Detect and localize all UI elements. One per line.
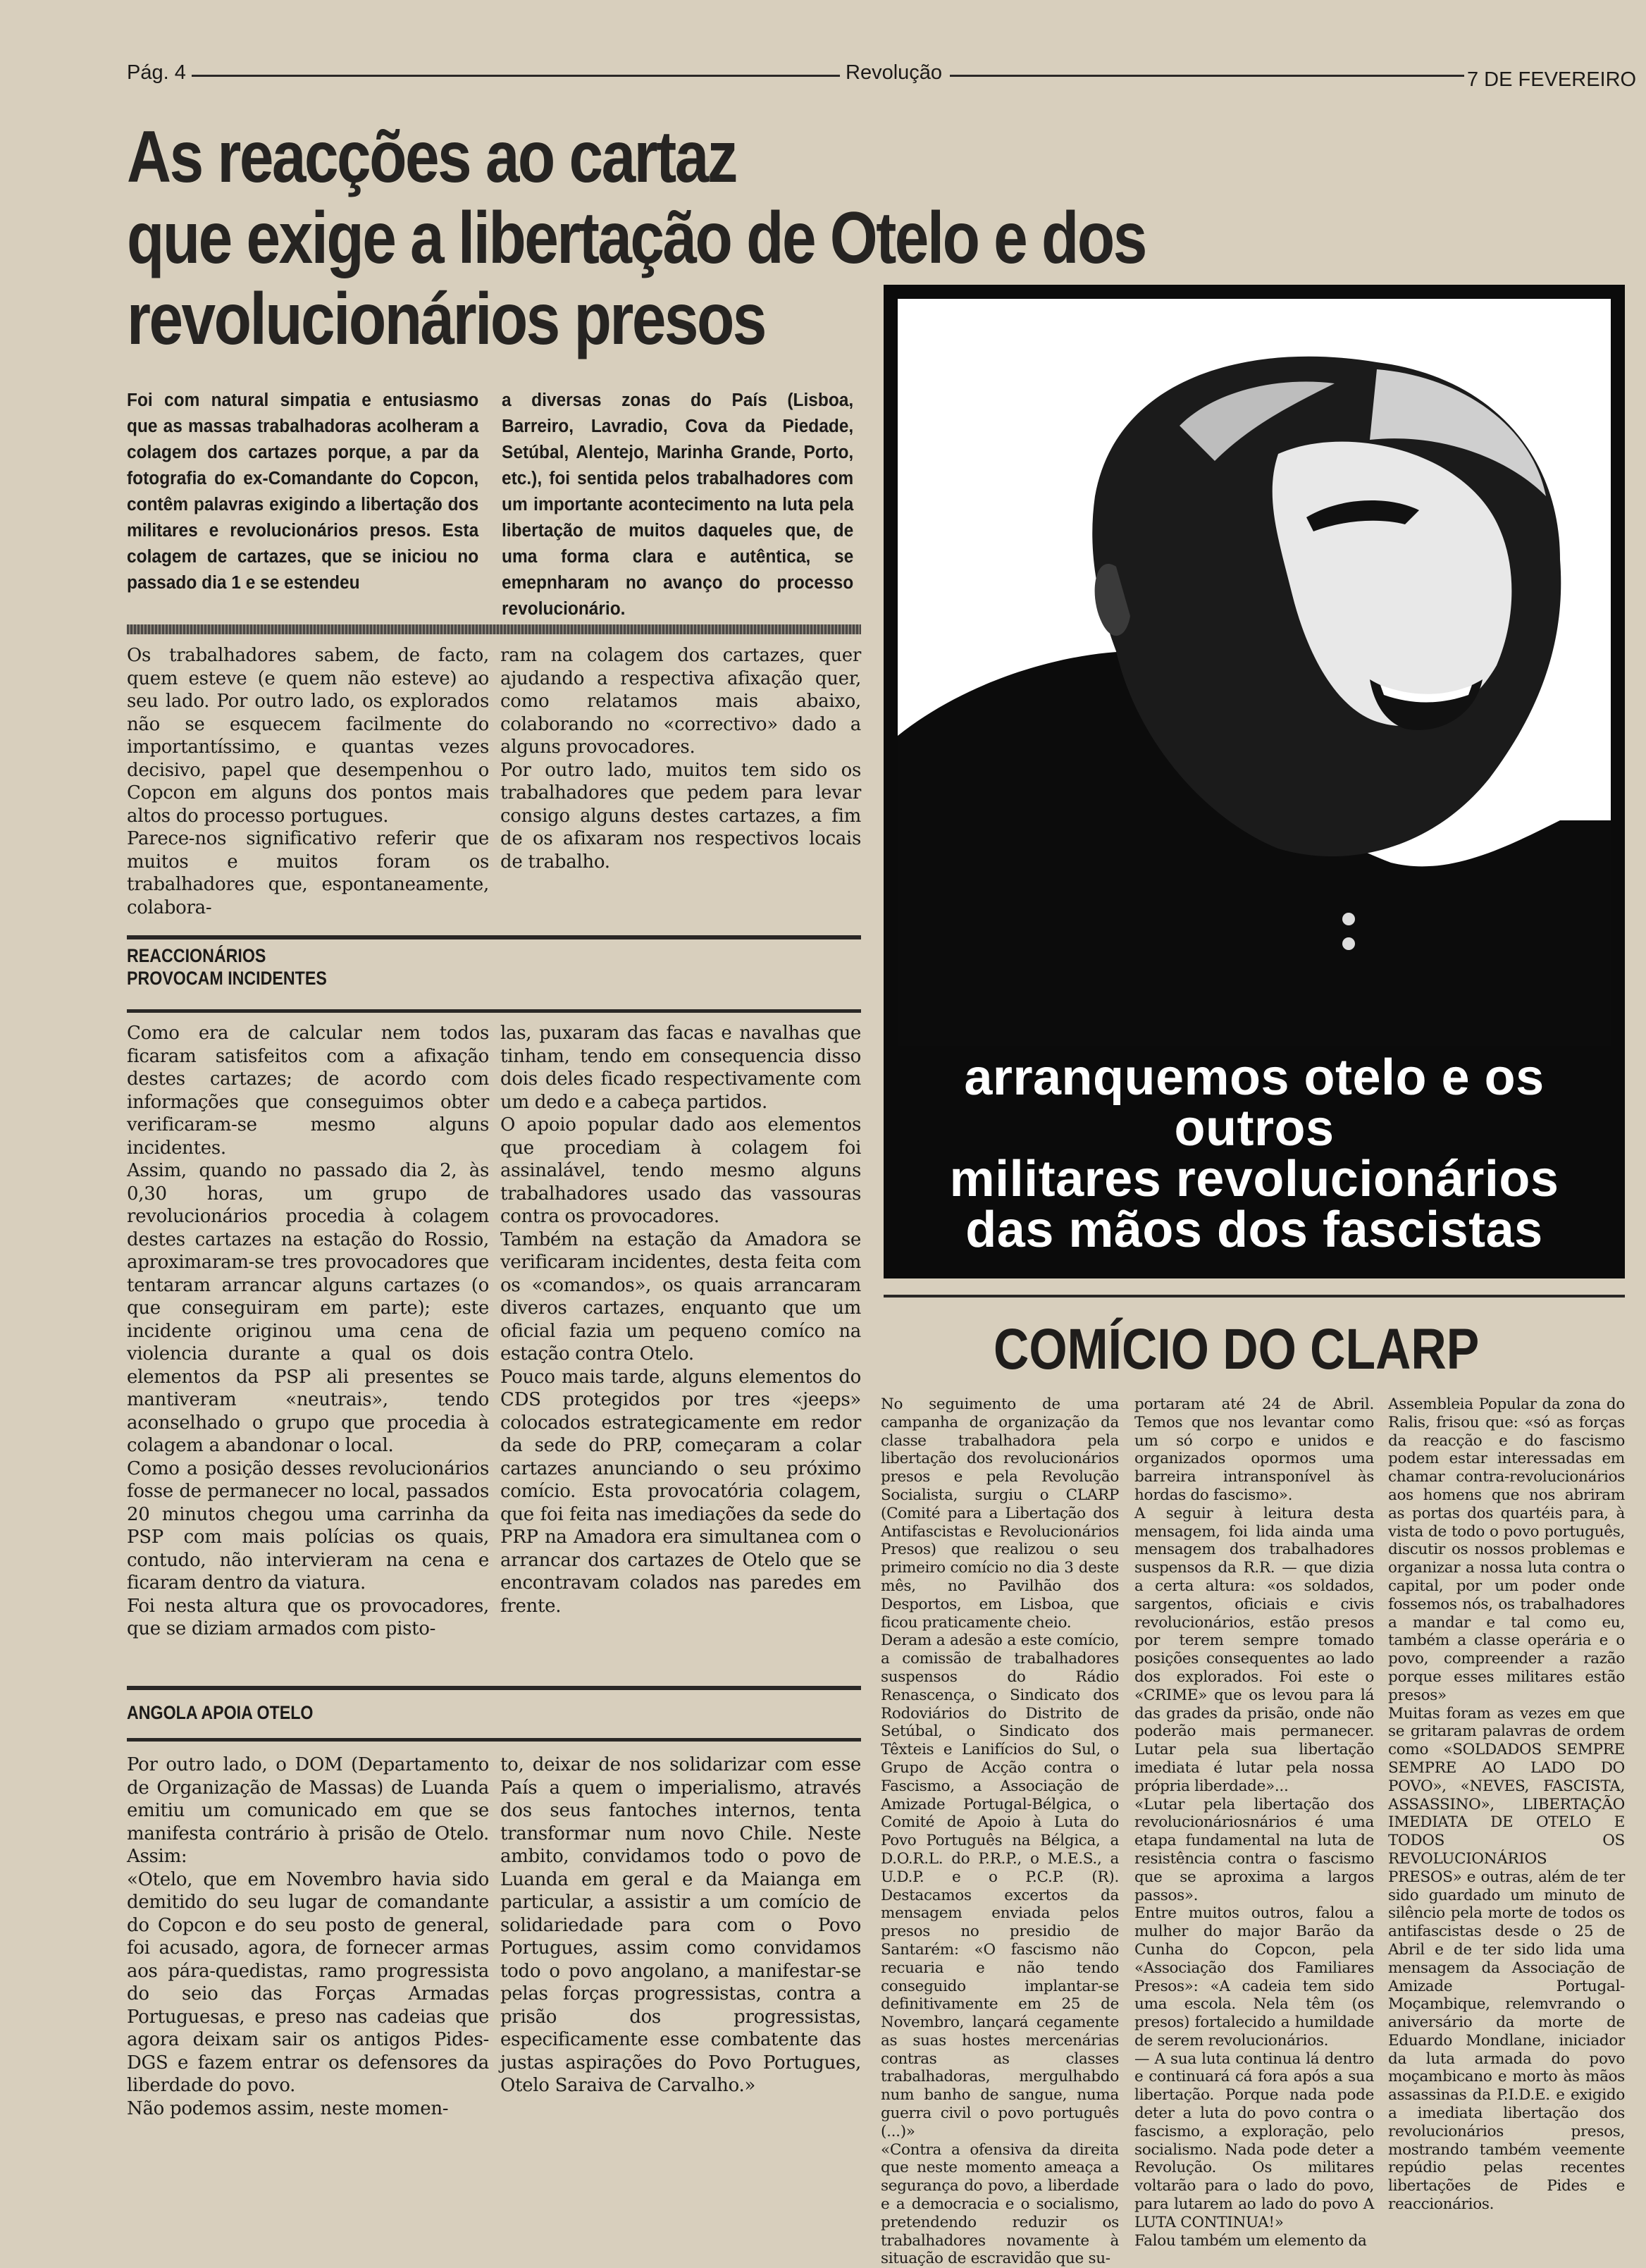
- section2-column-2: to, deixar de nos solidarizar com esse País a quem o imperialismo, através dos seus fantoches internos, tenta transformar num novo Chile. Neste ambito, convidamos todo o povo de Luanda em geral e da Maianga em particular, a assistir a um comício de solidariedade para com o Povo Portugues, assim como convidamos todo o povo angolano, a manifestar-se pelas forças progressistas, contra a prisão dos progressistas, especificamente esse combatente das justas aspirações do Povo Portugues, Otelo Saraiva de Carvalho.»: [500, 1754, 867, 2096]
- clarp-column-3: Assembleia Popular da zona do Ralis, frisou que: «só as forças da reacção e do fascismo podem estar interessadas em chamar contra-revolucionários aos homens que nos abriram as portas dos quartéis para, à vista de todo o povo português, discutir os nossos problemas e organizar a nossa luta contra o capital, por um poder onde fossemos nós, os trabalhadores a mandar e tal como eu, também a classe operária e o povo, compreender a razão porque esses militares estão presos» Muitas foram as vezes em que se gritaram palavras de ordem como «SOLDADOS SEMPRE SEMPRE AO LADO DO POVO», «NEVES, FASCISTA, ASSASSINO», LIBERTAÇÃO IMEDIATA DE OTELO E TODOS OS REVOLUCIONÁRIOS PRESOS» e outras, além de ter sido guardado um minuto de silêncio pela morte de todos os antifascistas desde o 25 de Abril e de ter sido lida uma mensagem da Associação de Amizade Portugal-Moçambique, relemvrando o aniversário da morte de Eduardo Mondlane, iniciador da luta armada do povo moçambicano e morto às mãos assassinas da P.I.D.E. e exigido a imediata libertação dos revolucionários presos, mostrando também veemente repúdio pelas recentes libertações de Pides e reaccionários.: [1388, 1395, 1625, 2214]
- section1-heading-line2: PROVOCAM INCIDENTES: [127, 968, 327, 989]
- slogan-line-3: militares revolucionários: [949, 1151, 1559, 1207]
- page-number: Pág. 4: [127, 61, 186, 84]
- section1-column-2: las, puxaram das facas e navalhas que tinham, tendo em consequencia disso dois deles ficado respectivamente com um dedo e a cabeça partidos. O apoio popular dado aos elementos que procediam à colagem foi assinalável, tendo mesmo alguns trabalhadores usado das vassouras contra os provocadores. Também na estação da Amadora se verificaram incidentes, desta feita com os «comandos», os quais arrancaram diveros cartazes, enquanto que um oficial fazia um pequeno comíco na estação contra Otelo. Pouco mais tarde, alguns elementos do CDS protegidos por tres «jeeps» colocados estrategicamente em redor da sede do PRP, começaram a colar cartazes anunciando o seu próximo comício. Esta provocatória colagem, que foi feita nas imediações da sede do PRP na Amadora era simultanea com o arrancar dos cartazes de Otelo que se encontravam colados nas paredes em frente.: [500, 1023, 861, 1617]
- clarp-column-1: No seguimento de uma campanha de organização da classe trabalhadora pela libertação dos revolucionários presos e pela Revolução Socialista, surgiu o CLARP (Comité para a Libertação dos Antifascistas e Revolucionários Presos) que realizou o seu primeiro comício no dia 3 deste mês, no Pavilhão dos Desportos, em Lisboa, que ficou praticamente cheio. Deram a adesão a este comício, a comissão de trabalhadores suspensos do Rádio Renascença, o Sindicato dos Rodoviários do Distrito de Setúbal, o Sindicato dos Têxteis e Lanifícios do Sul, o Grupo de Acção contra o Fascismo, a Associação de Amizade Portugal-Bélgica, o Comité de Apoio à Luta do Povo Português na Bélgica, a D.O.R.L. do P.R.P., o M.E.S., a U.D.P. e o P.C.P. (R). Destacamos excertos da mensagem enviada pelos presos no presidio de Santarém: «O fascismo não recuaria e não tendo conseguido implantar-se definitivamente em 25 de Novembro, lançará cegamente as suas hostes mercenárias contras as classes trabalhadoras, mergulhabdo num banho de sangue, numa guerra civil o povo português (...)» «Contra a ofensiva da direita que neste momento ameaça a segurança do povo, a liberdade e a democracia e o socialismo, pretendendo reduzir os trabalhadores novamente à situação de escravidão que su-: [881, 1395, 1119, 2268]
- lead-column-1: Foi com natural simpatia e entusiasmo que as massas trabalhadoras acolheram a colagem dos cartazes porque, a par da fotografia do ex-Comandante do Copcon, contêm palavras exigindo a libertação dos militares e revolucionários presos. Esta colagem de cartazes, que se iniciou no passado dia 1 e se estendeu: [127, 390, 479, 593]
- section1-heading-line1: REACCIONÁRIOS: [127, 945, 266, 966]
- header-rule-left: [192, 75, 840, 77]
- headline-line-3: revolucionários presos: [127, 278, 765, 360]
- intro-column-2: ram na colagem dos cartazes, quer ajudando a respectiva afixação quer, como relatamos mais abaixo, colaborando no «correctivo» dado a alguns provocadores. Por outro lado, muitos tem sido os trabalhadores que pedem para levar consigo alguns destes cartazes, a fim de os afixaram nos respectivos locais de trabalho.: [500, 645, 861, 873]
- clarp-column-2: portaram até 24 de Abril. Temos que nos levantar como um só corpo e unidos e organizados opormos uma barreira intransponível às hordas do fascismo». A seguir à leitura desta mensagem, foi lida ainda uma mensagem dos trabalhadores suspensos da R.R. — que dizia a certa altura: «os soldados, sargentos, oficiais e civis revolucionários, estão presos por terem sempre tomado posições consequentes ao lado dos explorados. Foi este o «CRIME» que os levou para lá das grades da prisão, onde não poderão mais permanecer. Lutar pela sua libertação imediata é lutar pela nossa própria liberdade»... «Lutar pela libertação dos revolucionáriosnários é uma etapa fundamental na luta de resistência contra o fascismo que se aproxima a largos passos». Entre muitos outros, falou a mulher do major Barão da Cunha do Copcon, pela «Associação dos Familiares Presos»: «A cadeia tem sido uma escola. Nela têm (os presos) fortalecido a humildade de serem revolucionários. — A sua luta continua lá dentro e continuará cá fora após a sua libertação. Porque nada pode deter a luta do povo contra o fascismo, a exploração, pelo socialismo. Nada pode deter a Revolução. Os militares voltarão para o lado do povo, para lutarem ao lado do povo A LUTA CONTINUA!» Falou também um elemento da: [1134, 1395, 1374, 2250]
- clarp-rule: [884, 1295, 1625, 1298]
- section2-heading: ANGOLA APOIA OTELO: [127, 1702, 314, 1723]
- section2-rule-top: [127, 1686, 861, 1690]
- header-rule-right: [950, 75, 1464, 77]
- headline-line-2: que exige a libertação de Otelo e dos: [127, 197, 1146, 279]
- issue-date: 7 DE FEVEREIRO: [1467, 68, 1637, 91]
- lead-column-2: a diversas zonas do País (Lisboa, Barreiro, Lavradio, Cova da Piedade, Setúbal, Alentejo, Marinha Grande, Porto, etc.), foi sentida pelos trabalhadores com um importante acontecimento na luta pela libertação de muitos daqueles que, de uma forma clara e autêntica, se emepnharam no avanço do processo revolucionário.: [502, 390, 854, 619]
- headline-line-1: As reacções ao cartaz: [127, 116, 736, 198]
- section2-rule-bottom: [127, 1738, 861, 1742]
- section1-rule-top: [127, 935, 861, 939]
- paper-name: Revolução: [846, 61, 943, 84]
- section1-column-1: Como era de calcular nem todos ficaram satisfeitos com a afixação destes cartazes; de acordo com informações que conseguimos obter verificaram-se mesmo alguns incidentes. Assim, quando no passado dia 2, às 0,30 horas, um grupo de revolucionários procedia à colagem destes cartazes na estação do Rossio, aproximaram-se tres provocadores que tentaram arrancar alguns cartazes (o que conseguiram em parte); este incidente originou uma cena de violencia durante a qual os dois elementos da PSP ali presentes se mantiveram «neutrais», tendo aconselhado o grupo que procedia à colagem a abandonar o local. Como a posição desses revolucionários fosse de permanecer no local, passados 20 minutos chegou uma carrinha da PSP com mais polícias os quais, contudo, não intervieram na cena e ficaram dentro da viatura. Foi nesta altura que os provocadores, que se diziam armados com pisto-: [127, 1023, 489, 1639]
- otelo-poster: [884, 285, 1625, 1278]
- section1-rule-bottom: [127, 1009, 861, 1013]
- clarp-heading: COMÍCIO DO CLARP: [994, 1317, 1480, 1381]
- slogan-line-2: outros: [1174, 1100, 1335, 1157]
- slogan-line-1: arranquemos otelo e os: [964, 1049, 1545, 1106]
- section2-column-1: Por outro lado, o DOM (Departamento de Organização de Massas) de Luanda emitiu um comunicado em que se manifesta contrário à prisão de Otelo. Assim: «Otelo, que em Novembro havia sido demitido do seu lugar de comandante do Copcon e do seu posto de general, foi acusado, agora, de fornecer armas aos pára-quedistas, ramo progressista do seio das Forças Armadas Portuguesas, e preso nas cadeias que agora deixam sair os antigos Pides-DGS e fazem entrar os defensores da liberdade do povo. Não podemos assim, neste momen-: [127, 1754, 489, 2119]
- intro-column-1: Os trabalhadores sabem, de facto, quem esteve (e quem não esteve) ao seu lado. Por outro lado, os explorados não se esquecem facilmente do importantíssimo, e quantas vezes decisivo, papel que desempenhou o Copcon em alguns dos pontos mais altos do processo portugues. Parece-nos significativo referir que muitos e muitos foram os trabalhadores que, espontaneamente, colabora-: [127, 645, 489, 918]
- lead-divider: [127, 624, 861, 634]
- slogan-line-4: das mãos dos fascistas: [965, 1202, 1543, 1258]
